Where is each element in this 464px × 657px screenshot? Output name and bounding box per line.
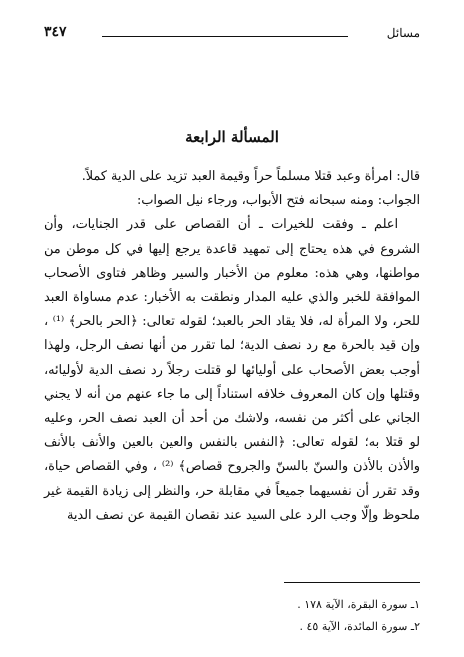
paragraph-question: قال: امرأة وعبد قتلا مسلماً حراً وقيمة العبد تزيد على الدية كملاً. [81,169,420,184]
header-title: مسائل [386,26,420,40]
body-text [44,165,420,528]
footnote-1: ١ـ سورة البقرة، الآية ١٧٨ . [297,598,420,611]
running-header [44,22,420,48]
footnote-rule [284,582,420,583]
page-number: ٣٤٧ [44,24,67,40]
paragraph-answer-intro: الجواب: ومنه سبحانه فتح الأبواب، ورجاء نيل الصواب: [136,193,420,209]
section-title: المسألة الرابعة [185,128,279,146]
paragraph-main: اعلم ـ وفقت للخيرات ـ أن القصاص على قدر الجنايات، وأن الشروع في هذه يحتاج إلى تمهيد قاعدة يرجع إليها في كل موطن من مواطنها، وهي هذه: معلوم من الأخبار والسير وظاهر فتاوى الأصحاب الموافقة للخبر والذي عليه المدار ونطقت به الأخبار: عدم مساواة العبد للحر، ولا المرأة له، فلا يقاد الحر بالعبد؛ لقوله تعالى: ﴿الحر بالحر﴾ ⁽¹⁾ ، وإن قيد بالحرة مع رد نصف الدية؛ لما تقرر من أنها نصف الرجل، ولهذا أوجب بعض الأصحاب على أوليائها لو قتلت رجلاً رد نصف الدية لأوليائه، وقتلها وإن كان المعروف خلافه استناداً إلى ما جاء عنهم من أنه لا يجني الجاني على أكثر من نفسه، ولاشك من أحد أن العبد نصف الحر، وعليه لو قتلا به؛ لقوله تعالى: ﴿النفس بالنفس والعين بالعين والأنف بالأنف والأذن بالأذن والسنّ بالسنّ والجروح قصاص﴾ ⁽²⁾ ، وفي القصاص حياة، وقد تقرر أن نفسيهما جميعاً في مقابلة حر، والنظر إلى زيادة القيمة غير ملحوظ وإلّا وجب الرد على السيد عند نقصان القيمة عن نصف الدية [44,217,421,523]
header-rule [102,36,348,37]
footnote-2: ٢ـ سورة المائدة، الآية ٤٥ . [299,620,420,633]
footnotes [44,594,420,638]
